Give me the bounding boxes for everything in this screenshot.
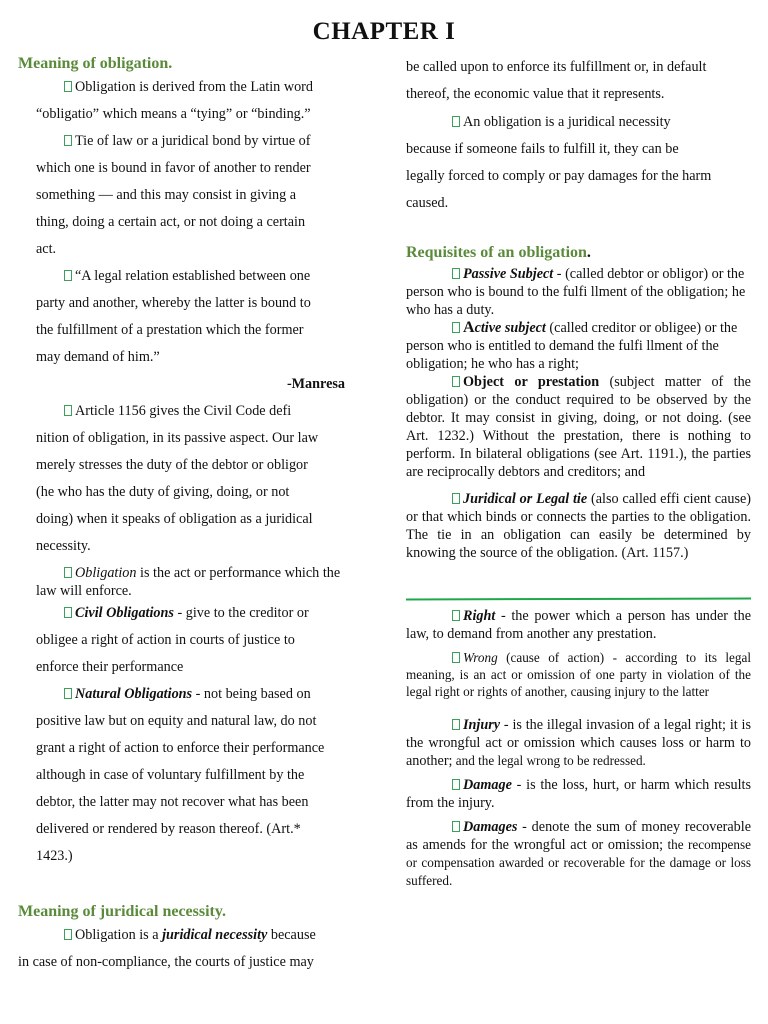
- paragraph-line: obligee a right of action in courts of justice to: [36, 632, 295, 648]
- paragraph: Obligation is derived from the Latin word: [36, 74, 363, 101]
- paragraph-natural-obligations: Natural Obligations - not being based on: [36, 681, 363, 708]
- bullet-icon: [452, 116, 460, 127]
- paragraph-obligation-definition: Obligation is the act or performance which the law will enforce.: [36, 565, 341, 599]
- requisite-object-prestation: Object or prestation (subject matter of the obligation) or the conduct required to be observed by the debtor. It may consist in giving, doing, or not doing. (see Art. 1232.) Without the prestation, there is nothing to perform. In bilateral obligations (see Art. 1191.), the parties are reciprocally debtors and creditors; and: [406, 374, 751, 480]
- bullet-icon: [452, 719, 460, 730]
- requisite-passive-subject: Passive Subject - (called debtor or obligor) or the person who is bound to the fulfi llment of the obligation; he who has a duty.: [406, 266, 746, 318]
- paragraph-line: necessity.: [36, 538, 91, 554]
- chapter-title: CHAPTER I: [312, 18, 456, 45]
- paragraph-line: delivered or rendered by reason thereof. (Art.*: [36, 821, 301, 837]
- bullet-icon: [452, 779, 460, 790]
- definition-wrong: Wrong (cause of action) - according to its legal meaning, is an act or omission of one party in violation of the legal right or rights of another, causing injury to the latter: [406, 650, 751, 699]
- paragraph-civil-obligations: Civil Obligations - give to the creditor or: [36, 600, 363, 627]
- bullet-icon: [452, 268, 460, 279]
- right-column: [406, 54, 751, 890]
- paragraph-line: thereof, the economic value that it represents.: [406, 86, 665, 102]
- bullet-icon: [64, 135, 72, 146]
- paragraph-line: may demand of him.”: [36, 349, 160, 365]
- paragraph: Article 1156 gives the Civil Code defi: [36, 398, 363, 425]
- paragraph-line: grant a right of action to enforce their performance: [36, 740, 325, 756]
- paragraph-line: in case of non-compliance, the courts of justice may: [18, 954, 314, 970]
- left-column: [18, 54, 363, 976]
- bullet-icon: [452, 493, 460, 504]
- bullet-icon: [64, 567, 72, 578]
- paragraph-juridical-necessity: Obligation is a juridical necessity because: [18, 922, 363, 949]
- paragraph: Tie of law or a juridical bond by virtue of: [36, 128, 363, 155]
- paragraph-line: something — and this may consist in giving a: [36, 187, 297, 203]
- bullet-icon: [64, 405, 72, 416]
- bullet-icon: [64, 688, 72, 699]
- bullet-icon: [452, 821, 460, 832]
- section-heading-juridical-necessity: Meaning of juridical necessity.: [18, 903, 226, 920]
- requisite-active-subject: Active subject (called creditor or obligee) or the person who is entitled to demand the fulfi llment of the obligation; he who has a right;: [406, 319, 738, 372]
- paragraph-line: be called upon to enforce its fulfillment or, in default: [406, 59, 707, 75]
- paragraph-line: nition of obligation, in its passive aspect. Our law: [36, 430, 319, 446]
- bullet-icon: [64, 607, 72, 618]
- paragraph-line: merely stresses the duty of the debtor or obligor: [36, 457, 308, 473]
- definition-damage: Damage - is the loss, hurt, or harm which results from the injury.: [406, 777, 751, 811]
- left-body: [18, 74, 363, 870]
- section-heading-requisites: Requisites of an obligation.: [406, 244, 591, 261]
- bullet-icon: [64, 81, 72, 92]
- bullet-icon: [64, 270, 72, 281]
- paragraph: An obligation is a juridical necessity: [406, 109, 751, 136]
- definition-injury: Injury - is the illegal invasion of a legal right; it is the wrongful act or omission which causes loss or harm to another; and the legal wrong to be redressed.: [406, 717, 751, 769]
- paragraph-line: “obligatio” which means a “tying” or “binding.”: [36, 106, 311, 122]
- paragraph-line: doing) when it speaks of obligation as a juridical: [36, 511, 313, 527]
- paragraph-line: although in case of voluntary fulfillment by the: [36, 767, 305, 783]
- paragraph-line: debtor, the latter may not recover what has been: [36, 794, 309, 810]
- paragraph-line: positive law but on equity and natural law, do not: [36, 713, 317, 729]
- bullet-icon: [452, 652, 460, 663]
- bullet-icon: [452, 610, 460, 621]
- paragraph-line: act.: [36, 241, 57, 257]
- paragraph-line: the fulfillment of a prestation which the former: [36, 322, 304, 338]
- section-heading-meaning-obligation: Meaning of obligation.: [18, 55, 173, 72]
- paragraph-line: legally forced to comply or pay damages for the harm: [406, 168, 712, 184]
- definition-right: Right - the power which a person has under the law, to demand from another any prestation.: [406, 608, 751, 642]
- paragraph: “A legal relation established between one: [36, 263, 363, 290]
- bullet-icon: [452, 376, 460, 387]
- paragraph-line: which one is bound in favor of another to render: [36, 160, 311, 176]
- paragraph-line: thing, doing a certain act, or not doing a certain: [36, 214, 306, 230]
- paragraph-line: 1423.): [36, 848, 73, 864]
- requisite-juridical-tie: Juridical or Legal tie (also called effi cient cause) or that which binds or connects the parties to the obligation. The tie in an obligation can easily be determined by knowing the source of the obligation. (Art. 1157.): [406, 491, 751, 561]
- quote-attribution: -Manresa: [286, 376, 345, 392]
- paragraph-line: party and another, whereby the latter is bound to: [36, 295, 311, 311]
- paragraph-line: enforce their performance: [36, 659, 184, 675]
- definition-damages: Damages - denote the sum of money recoverable as amends for the wrongful act or omission; the recompense or compensation awarded or recoverable for the damage or loss suffered.: [406, 819, 751, 888]
- bullet-icon: [64, 929, 72, 940]
- paragraph-line: because if someone fails to fulfill it, they can be: [406, 141, 679, 157]
- paragraph-line: (he who has the duty of giving, doing, or not: [36, 484, 290, 500]
- paragraph-line: caused.: [406, 195, 449, 211]
- bullet-icon: [452, 322, 460, 333]
